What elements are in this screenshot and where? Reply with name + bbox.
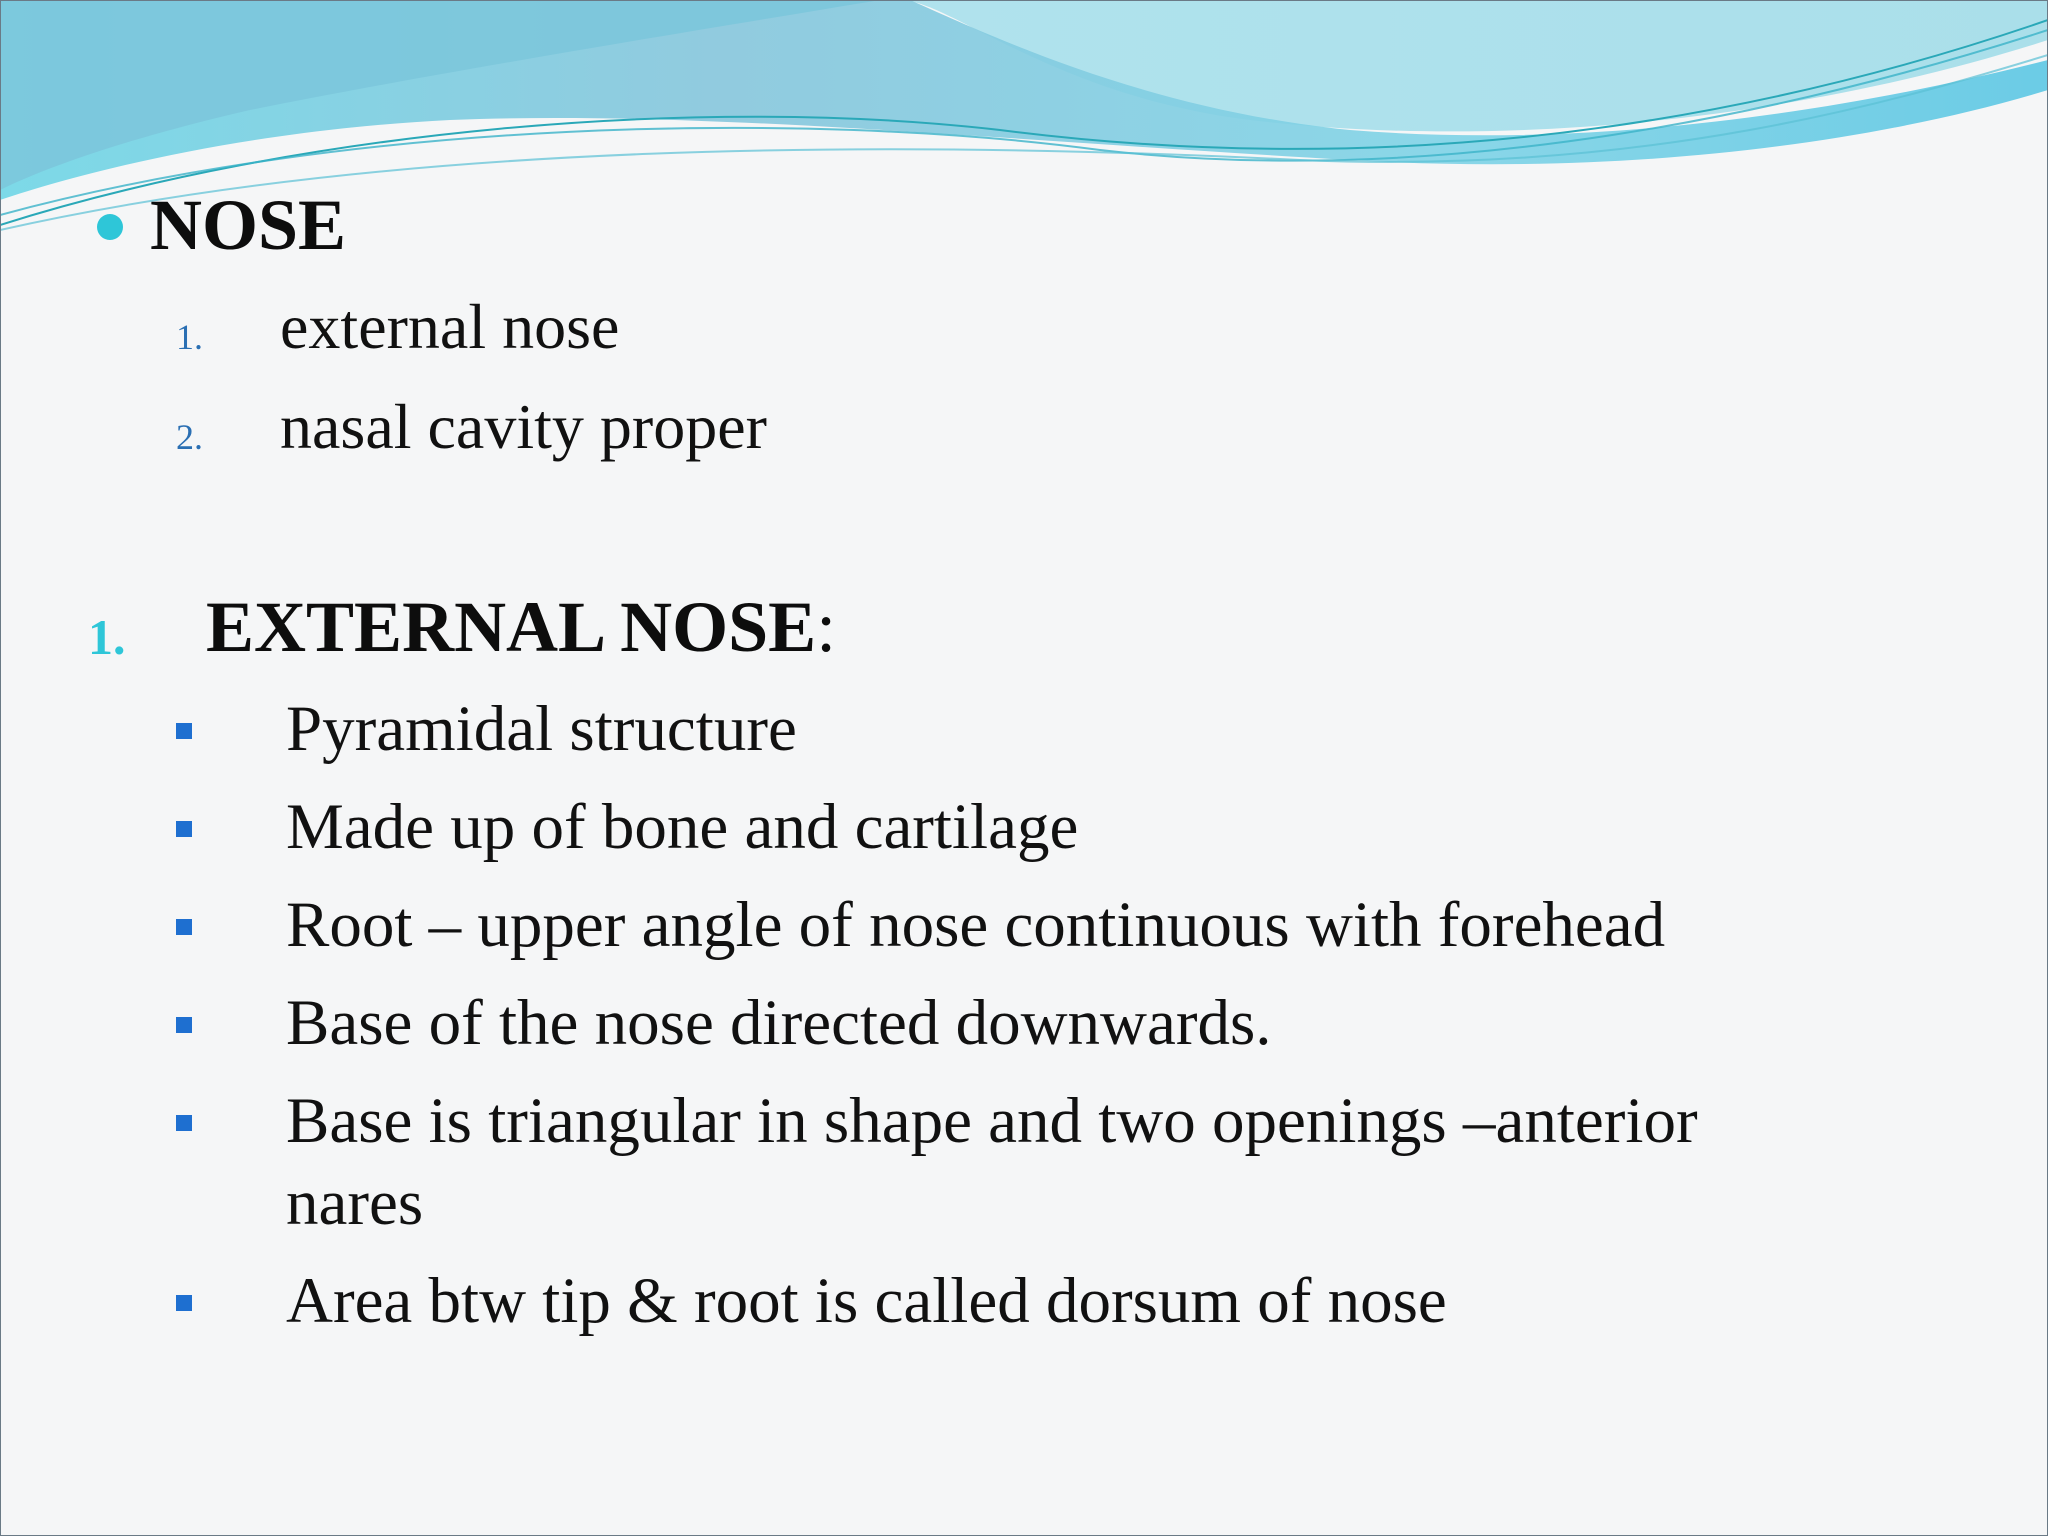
- sublist-number-2: 2.: [176, 417, 203, 457]
- sublist-item-external-nose: external nose: [280, 291, 620, 362]
- square-bullet-icon: [176, 1017, 192, 1033]
- square-bullet-icon: [176, 1295, 192, 1311]
- sublist-number-1: 1.: [176, 317, 203, 357]
- square-bullet-icon: [176, 821, 192, 837]
- bullet-item-3: Root – upper angle of nose continuous with forehead: [286, 889, 1666, 961]
- bullet-item-4: Base of the nose directed downwards.: [286, 987, 1272, 1059]
- section-title-colon: :: [816, 587, 837, 667]
- square-bullet-icon: [176, 919, 192, 935]
- section-title: [206, 586, 836, 669]
- nose-heading: NOSE: [150, 185, 347, 265]
- square-bullet-icon: [176, 723, 192, 739]
- sublist-item-nasal-cavity: nasal cavity proper: [280, 391, 767, 462]
- square-bullet-icon: [176, 1115, 192, 1131]
- bullet-item-5-continuation: nares: [286, 1167, 424, 1239]
- section-number: 1.: [88, 609, 126, 665]
- bullet-item-1: Pyramidal structure: [286, 693, 797, 765]
- bullet-item-5: Base is triangular in shape and two openings –anterior: [286, 1085, 1698, 1157]
- bullet-item-6: Area btw tip & root is called dorsum of nose: [286, 1265, 1447, 1337]
- section-title-text: EXTERNAL NOSE: [206, 587, 817, 667]
- bullet-item-2: Made up of bone and cartilage: [286, 791, 1079, 863]
- circle-bullet-icon: [97, 214, 123, 240]
